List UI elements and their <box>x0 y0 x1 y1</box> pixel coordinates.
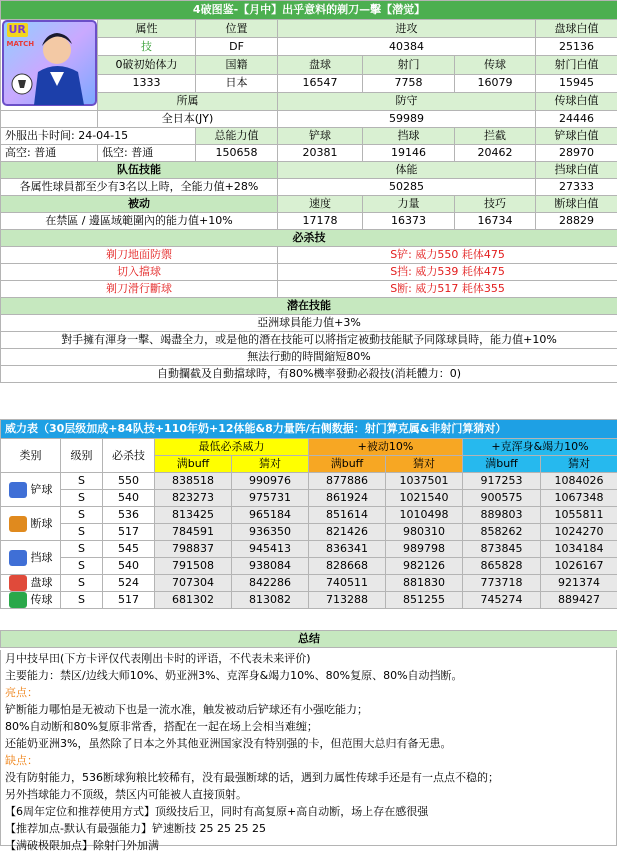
power-value: 851255 <box>386 592 463 609</box>
group-counter: +克浑身&竭力10% <box>463 439 617 456</box>
value-tech: 16734 <box>455 213 536 230</box>
value-defense: 59989 <box>278 111 536 128</box>
label-passive: 被动 <box>1 196 278 213</box>
value-speed: 17178 <box>278 213 363 230</box>
power-value: 828668 <box>309 558 386 575</box>
value-country: 日本 <box>196 74 278 92</box>
summary-table <box>0 630 617 648</box>
power-value: 921374 <box>541 575 617 592</box>
power-value: 836341 <box>309 541 386 558</box>
h-guess-2: 猜对 <box>386 456 463 473</box>
power-value: 821426 <box>309 524 386 541</box>
release-date: 外服出卡时间: 24-04-15 <box>1 128 196 145</box>
power-row <box>1 490 617 507</box>
value-stamina: 1333 <box>98 74 196 92</box>
summary-line-1: 月中技早田(下方卡评仅代表刚出卡时的评语，不代表未来评价) <box>1 650 616 667</box>
power-value: 773718 <box>463 575 541 592</box>
recommend-line-3: 【满破极限加点】除射门外加满 <box>1 837 616 854</box>
label-pos: 位置 <box>196 20 278 38</box>
power-value: 713288 <box>309 592 386 609</box>
label-speed: 速度 <box>278 196 363 213</box>
latent-line-3: 無法行動的時間縮短80% <box>1 349 617 366</box>
match-badge: MATCH <box>7 37 35 51</box>
power-value: 1034184 <box>541 541 617 558</box>
power-body <box>1 473 617 609</box>
label-pass: 传球 <box>455 56 536 74</box>
special-name-1: 剃刀地面防禦 <box>1 247 278 264</box>
label-tackle: 铲球 <box>278 128 363 145</box>
h-kind: 类别 <box>1 439 61 473</box>
summary-title: 总结 <box>1 631 617 648</box>
label-team-skill: 队伍技能 <box>1 162 278 179</box>
special-stat-1: S铲: 威力550 耗体475 <box>278 247 617 264</box>
value-pass: 16079 <box>455 74 536 92</box>
recommend-line-1: 【6周年定位和推荐使用方式】顶级技后卫，同时有高复原+高自动断，场上存在感很强 <box>1 803 616 820</box>
power-row <box>1 541 617 558</box>
label-block: 挡球 <box>363 128 455 145</box>
power-value: 873845 <box>463 541 541 558</box>
power-value: 1067348 <box>541 490 617 507</box>
special-stat-3: S断: 威力517 耗体355 <box>278 281 617 298</box>
cons-title: 缺点： <box>1 752 616 769</box>
power-kind-cell <box>1 592 61 609</box>
value-team: 全日本(JY) <box>98 111 278 128</box>
value-attack: 40384 <box>278 38 536 56</box>
power-row <box>1 507 617 524</box>
power-value: 707304 <box>155 575 232 592</box>
rarity-badge: UR <box>7 23 28 37</box>
special-name-2: 切入擋球 <box>1 264 278 281</box>
value-tackle-white: 28970 <box>536 145 617 162</box>
label-attack: 进攻 <box>278 20 536 38</box>
power-level: S <box>61 490 103 507</box>
power-value: 1026167 <box>541 558 617 575</box>
skill-type-icon <box>9 550 27 566</box>
value-attr: 技 <box>98 38 196 56</box>
passive-text: 在禁區 / 邊區域範圍內的能力值+10% <box>1 213 278 230</box>
latent-line-1: 亞洲球員能力值+3% <box>1 315 617 332</box>
label-power: 力量 <box>363 196 455 213</box>
power-value: 813082 <box>232 592 309 609</box>
label-shoot: 射门 <box>363 56 455 74</box>
label-defense: 防守 <box>278 92 536 110</box>
power-row <box>1 575 617 592</box>
page-title: 4破图鉴-【月中】出乎意料的剃刀—擊【潜觉】 <box>1 1 617 20</box>
power-value: 1084026 <box>541 473 617 490</box>
value-intercept: 20462 <box>455 145 536 162</box>
power-value: 858262 <box>463 524 541 541</box>
power-value: 813425 <box>155 507 232 524</box>
label-intercept-white: 断球白值 <box>536 196 617 213</box>
latent-title: 潜在技能 <box>1 298 617 315</box>
skill-type-icon <box>9 575 27 591</box>
value-block-white: 27333 <box>536 179 617 196</box>
power-value: 965184 <box>232 507 309 524</box>
h-full-2: 满buff <box>309 456 386 473</box>
power-row <box>1 592 617 609</box>
label-team: 所属 <box>98 92 278 110</box>
low-ball: 低空: 普通 <box>98 145 196 162</box>
header-table <box>0 0 617 383</box>
power-value: 740511 <box>309 575 386 592</box>
cons-line-2: 另外挡球能力不顶级，禁区内可能被人直接顶射。 <box>1 786 616 803</box>
pros-line-3: 还能奶亚洲3%，虽然除了日本之外其他亚洲国家没有特别强的卡，但范围大总归有备无患。 <box>1 735 616 752</box>
value-dribble: 16547 <box>278 74 363 92</box>
power-kind-cell <box>1 507 61 541</box>
power-table <box>0 419 617 609</box>
power-value: 1037501 <box>386 473 463 490</box>
power-value: 838518 <box>155 473 232 490</box>
h-guess-3: 猜对 <box>541 456 617 473</box>
power-value: 989798 <box>386 541 463 558</box>
label-total: 总能力值 <box>196 128 278 145</box>
power-level: S <box>61 473 103 490</box>
skill-type-icon <box>9 482 27 498</box>
team-skill-text: 各属性球員都至少有3名以上時，全能力值+28% <box>1 179 278 196</box>
power-skill-value: 517 <box>103 524 155 541</box>
power-value: 881830 <box>386 575 463 592</box>
power-value: 877886 <box>309 473 386 490</box>
pros-line-2: 80%自动断和80%复原非常香，搭配在一起在场上会相当难缠； <box>1 718 616 735</box>
power-skill-value: 545 <box>103 541 155 558</box>
value-pos: DF <box>196 38 278 56</box>
label-tech: 技巧 <box>455 196 536 213</box>
h-full-3: 满buff <box>463 456 541 473</box>
power-value: 842286 <box>232 575 309 592</box>
power-level: S <box>61 592 103 609</box>
cons-line-1: 没有防射能力，536断球狗粮比较稀有，没有最强断球的话，遇到力属性传球手还是有一点点不稳的； <box>1 769 616 786</box>
power-kind-label: 铲球 <box>31 483 53 496</box>
group-passive: +被动10% <box>309 439 463 456</box>
pros-title: 亮点： <box>1 684 616 701</box>
power-value: 861924 <box>309 490 386 507</box>
power-value: 784591 <box>155 524 232 541</box>
power-kind-label: 传球 <box>31 593 53 606</box>
value-intercept-white: 28829 <box>536 213 617 230</box>
value-shoot-white: 15945 <box>536 74 617 92</box>
label-block-white: 挡球白值 <box>536 162 617 179</box>
power-value: 938084 <box>232 558 309 575</box>
value-dribble-white: 25136 <box>536 38 617 56</box>
recommend-line-2: 【推荐加点-默认有最强能力】铲速断技 25 25 25 25 <box>1 820 616 837</box>
h-guess-1: 猜对 <box>232 456 309 473</box>
label-pass-white: 传球白值 <box>536 92 617 110</box>
value-pass-white: 24446 <box>536 111 617 128</box>
power-skill-value: 536 <box>103 507 155 524</box>
label-intercept: 拦截 <box>455 128 536 145</box>
power-kind-label: 挡球 <box>31 551 53 564</box>
label-tackle-white: 铲球白值 <box>536 128 617 145</box>
latent-line-2: 對手擁有渾身一擊、竭盡全力，或是他的潛在技能可以將指定被動技能賦予同隊球員時，能力值+10% <box>1 332 617 349</box>
power-skill-value: 517 <box>103 592 155 609</box>
power-value: 982126 <box>386 558 463 575</box>
value-total: 150658 <box>196 145 278 162</box>
power-value: 1024270 <box>541 524 617 541</box>
power-value: 945413 <box>232 541 309 558</box>
power-value: 900575 <box>463 490 541 507</box>
power-level: S <box>61 541 103 558</box>
power-skill-value: 540 <box>103 558 155 575</box>
value-block: 19146 <box>363 145 455 162</box>
special-name-3: 剃刀滑行斷球 <box>1 281 278 298</box>
latent-line-4: 自動攔截及自動擋球時，有80%機率發動必殺技(消耗體力：0) <box>1 366 617 383</box>
power-kind-cell <box>1 541 61 575</box>
power-value: 889427 <box>541 592 617 609</box>
power-value: 917253 <box>463 473 541 490</box>
power-value: 936350 <box>232 524 309 541</box>
label-dribble: 盘球 <box>278 56 363 74</box>
power-value: 681302 <box>155 592 232 609</box>
label-country: 国籍 <box>196 56 278 74</box>
power-row <box>1 524 617 541</box>
power-kind-label: 盘球 <box>31 576 53 589</box>
power-value: 990976 <box>232 473 309 490</box>
power-kind-cell <box>1 473 61 507</box>
high-ball: 高空: 普通 <box>1 145 98 162</box>
label-dribble-white: 盘球白值 <box>536 20 617 38</box>
power-row <box>1 558 617 575</box>
card-portrait <box>1 20 98 111</box>
power-value: 1010498 <box>386 507 463 524</box>
power-row <box>1 473 617 490</box>
h-level: 级别 <box>61 439 103 473</box>
power-band: 威力表（30层级加成+84队技+110年奶+12体能&8力量阵/右侧数据：射门算克属&非射门算猜对） <box>1 420 617 439</box>
power-level: S <box>61 524 103 541</box>
power-skill-value: 550 <box>103 473 155 490</box>
special-stat-2: S挡: 威力539 耗体475 <box>278 264 617 281</box>
summary-line-2: 主要能力：禁区/边线大师10%、奶亚洲3%、克浑身&竭力10%、80%复原、80%自动挡断。 <box>1 667 616 684</box>
skill-type-icon <box>9 516 27 532</box>
power-level: S <box>61 558 103 575</box>
pros-line-1: 铲断能力哪怕是无被动下也是一流水准，触发被动后铲球还有小强吃能力； <box>1 701 616 718</box>
power-value: 745274 <box>463 592 541 609</box>
power-value: 823273 <box>155 490 232 507</box>
label-shoot-white: 射门白值 <box>536 56 617 74</box>
label-attr: 属性 <box>98 20 196 38</box>
power-value: 889803 <box>463 507 541 524</box>
value-body: 50285 <box>278 179 536 196</box>
power-level: S <box>61 507 103 524</box>
label-body: 体能 <box>278 162 536 179</box>
summary-body <box>0 650 617 846</box>
group-min: 最低必杀威力 <box>155 439 309 456</box>
power-value: 791508 <box>155 558 232 575</box>
power-value: 1055811 <box>541 507 617 524</box>
special-title: 必杀技 <box>1 230 617 247</box>
value-shoot: 7758 <box>363 74 455 92</box>
h-skill: 必杀技 <box>103 439 155 473</box>
power-value: 975731 <box>232 490 309 507</box>
power-kind-label: 断球 <box>31 517 53 530</box>
power-value: 865828 <box>463 558 541 575</box>
skill-type-icon <box>9 592 27 608</box>
power-level: S <box>61 575 103 592</box>
label-stamina: 0破初始体力 <box>98 56 196 74</box>
power-skill-value: 540 <box>103 490 155 507</box>
power-value: 851614 <box>309 507 386 524</box>
power-skill-value: 524 <box>103 575 155 592</box>
h-full-1: 满buff <box>155 456 232 473</box>
power-value: 1021540 <box>386 490 463 507</box>
value-power: 16373 <box>363 213 455 230</box>
value-tackle: 20381 <box>278 145 363 162</box>
power-value: 798837 <box>155 541 232 558</box>
power-kind-cell <box>1 575 61 592</box>
power-value: 980310 <box>386 524 463 541</box>
